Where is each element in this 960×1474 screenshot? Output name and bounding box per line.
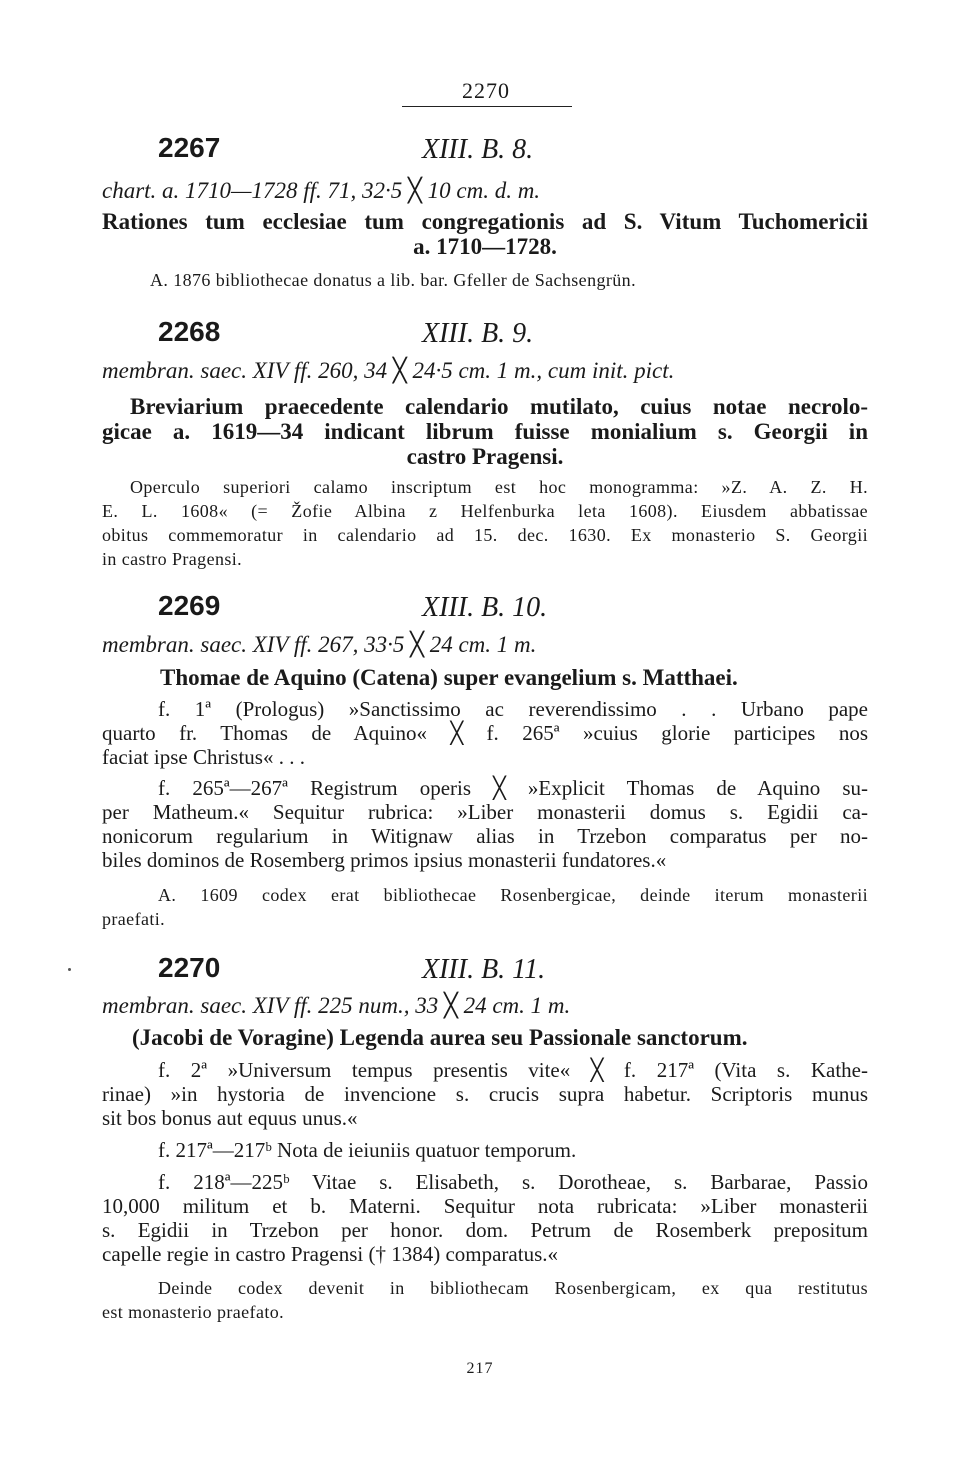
provenance-note: in castro Pragensi. xyxy=(102,549,243,569)
content-line: s. Egidii in Trzebon per honor. dom. Petrum de Rosemberk prepositum xyxy=(102,1218,868,1242)
provenance-note: E. L. 1608« (= Žofie Albina z Helfenburka leta 1608). Eiusdem abbatissae xyxy=(102,501,868,521)
content-line: rinae) »in hystoria de invencione s. crucis supra habetur. Scriptoris munus xyxy=(102,1082,868,1106)
codex-description: chart. a. 1710—1728 ff. 71, 32·5 ╳ 10 cm. d. m. xyxy=(102,178,541,203)
entry-title-line: Rationes tum ecclesiae tum congregationis ad S. Vitum Tuchomericii xyxy=(102,209,868,234)
entry-number: 2268 xyxy=(158,316,221,347)
provenance-note: Deinde codex devenit in bibliothecam Rosenbergicam, ex qua restitutus xyxy=(158,1278,868,1298)
entry-heading xyxy=(0,316,960,350)
content-line: f. 265ª—267ª Registrum operis ╳ »Explicit Thomas de Aquino su- xyxy=(158,776,868,800)
entry-number: 2267 xyxy=(158,132,221,163)
codex-description: membran. saec. XIV ff. 260, 34 ╳ 24·5 cm. 1 m., cum init. pict. xyxy=(102,358,675,383)
content-line: faciat ipse Christus« . . . xyxy=(102,745,305,769)
entry-number: 2269 xyxy=(158,590,221,621)
provenance-note: obitus commemoratur in calendario ad 15. dec. 1630. Ex monasterio S. Georgii xyxy=(102,525,868,545)
entry-title-line: Breviarium praecedente calendario mutilato, cuius notae necrolo- xyxy=(130,394,868,419)
content-line: nonicorum regularium in Witignaw alias in Trzebon comparatus per no- xyxy=(102,824,868,848)
content-line: f. 217ª—217ᵇ Nota de ieiuniis quatuor temporum. xyxy=(158,1138,577,1162)
entry-heading xyxy=(0,590,960,624)
provenance-note: A. 1876 bibliothecae donatus a lib. bar. Gfeller de Sachsengrün. xyxy=(150,270,636,290)
shelf-signature: XIII. B. 8. xyxy=(422,134,534,165)
provenance-note: praefati. xyxy=(102,909,166,929)
content-line: 10,000 militum et b. Materni. Sequitur nota rubricata: »Liber monasterii xyxy=(102,1194,868,1218)
content-line: f. 1ª (Prologus) »Sanctissimo ac reverendissimo . . Urbano pape xyxy=(158,697,868,721)
provenance-note: A. 1609 codex erat bibliothecae Rosenbergicae, deinde iterum monasterii xyxy=(158,885,868,905)
codex-description: membran. saec. XIV ff. 225 num., 33 ╳ 24 cm. 1 m. xyxy=(102,993,571,1018)
page-number: 217 xyxy=(466,1360,494,1377)
entry-heading xyxy=(0,132,960,166)
provenance-note: Operculo superiori calamo inscriptum est hoc monogramma: »Z. A. Z. H. xyxy=(130,477,868,497)
entry-title-line: Thomae de Aquino (Catena) super evangelium s. Matthaei. xyxy=(160,665,738,690)
entry-title-line: castro Pragensi. xyxy=(406,444,564,469)
shelf-signature: XIII. B. 9. xyxy=(422,318,534,349)
running-head: 2270 xyxy=(462,78,510,103)
content-line: capelle regie in castro Pragensi († 1384) comparatus.« xyxy=(102,1242,559,1266)
entry-heading xyxy=(0,952,960,986)
entry-title-line: (Jacobi de Voragine) Legenda aurea seu Passionale sanctorum. xyxy=(132,1025,748,1050)
running-head-rule xyxy=(402,106,572,107)
provenance-note: est monasterio praefato. xyxy=(102,1302,285,1322)
content-line: f. 218ª—225ᵇ Vitae s. Elisabeth, s. Dorotheae, s. Barbarae, Passio xyxy=(158,1170,868,1194)
codex-description: membran. saec. XIV ff. 267, 33·5 ╳ 24 cm. 1 m. xyxy=(102,632,537,657)
shelf-signature: XIII. B. 10. xyxy=(422,592,548,623)
entry-title-line: a. 1710—1728. xyxy=(413,234,557,259)
shelf-signature: XIII. B. 11. xyxy=(422,954,546,985)
entry-number: 2270 xyxy=(158,952,221,983)
content-line: quarto fr. Thomas de Aquino« ╳ f. 265ª »cuius glorie participes nos xyxy=(102,721,868,745)
content-line: f. 2ª »Universum tempus presentis vite« ╳ f. 217ª (Vita s. Kathe- xyxy=(158,1058,868,1082)
content-line: per Matheum.« Sequitur rubrica: »Liber monasterii domus s. Egidii ca- xyxy=(102,800,868,824)
content-line: biles dominos de Rosemberg primos ipsius monasterii fundatores.« xyxy=(102,848,667,872)
content-line: sit bos bonus aut equus unus.« xyxy=(102,1106,358,1130)
entry-title-line: gicae a. 1619—34 indicant librum fuisse monialium s. Georgii in xyxy=(102,419,868,444)
